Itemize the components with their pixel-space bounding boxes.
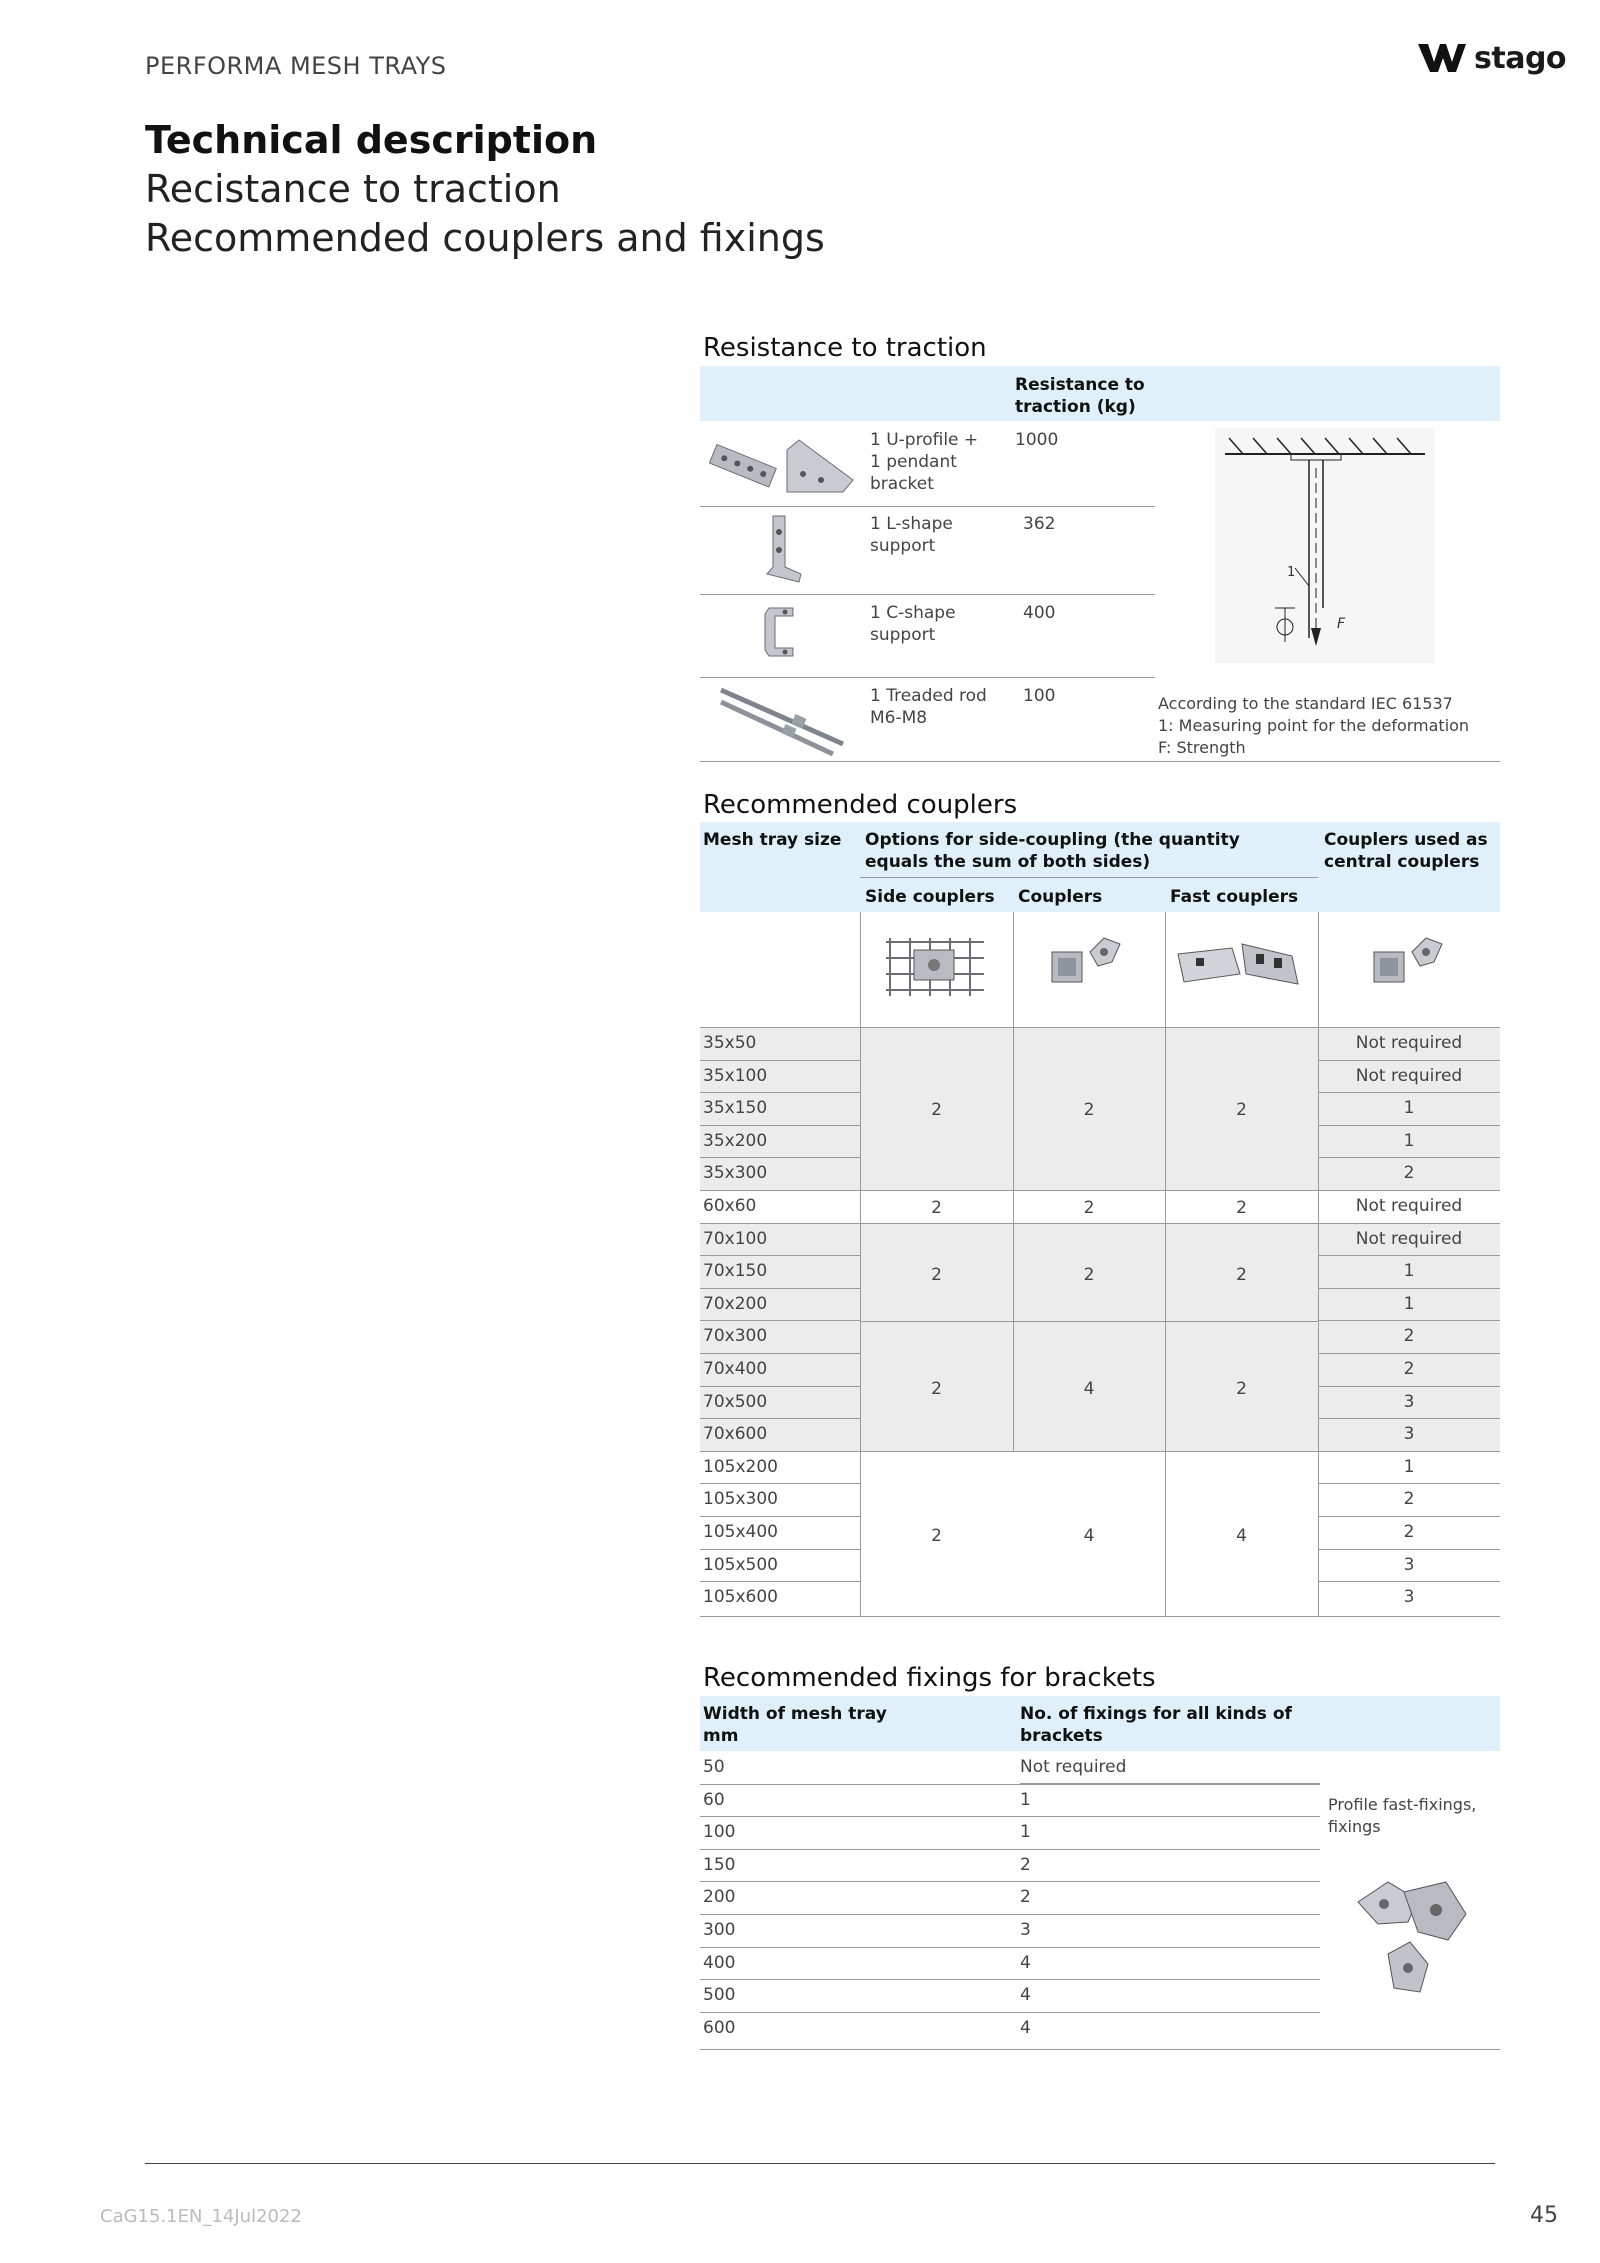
- central-couplers-cell: Not required: [1355, 1228, 1463, 1249]
- fixing-width-cell: 100: [703, 1822, 736, 1843]
- diagram-point-label: 1: [1287, 565, 1296, 580]
- table-bottom-rule: [700, 2049, 1500, 2050]
- row-divider: [1318, 1581, 1500, 1582]
- row-divider: [1020, 1783, 1320, 1784]
- profile-fast-fixing-image: [1348, 1862, 1478, 2012]
- size-cell: 105x200: [703, 1456, 778, 1477]
- threaded-rod-image: [715, 682, 850, 757]
- u-profile-bracket-image: [703, 430, 858, 500]
- row-divider: [1318, 1516, 1500, 1517]
- fast-couplers-value: 2: [1236, 1100, 1247, 1120]
- central-couplers-cell: 1: [1403, 1098, 1415, 1119]
- size-cell: 35x200: [703, 1130, 768, 1151]
- group-divider: [860, 1451, 1318, 1452]
- group-divider: [860, 1223, 1318, 1224]
- central-couplers-cell: 2: [1403, 1522, 1415, 1542]
- traction-note-line: 1: Measuring point for the deformation: [1158, 716, 1470, 735]
- central-couplers-cell: 2: [1403, 1326, 1415, 1347]
- row-divider: [1318, 1125, 1500, 1126]
- couplers-section-title: Recommended couplers: [703, 790, 1018, 820]
- size-cell: 60x60: [703, 1196, 757, 1216]
- stago-logo: [1416, 38, 1566, 78]
- central-couplers-cell: Not required: [1355, 1065, 1463, 1086]
- couplers-value: 4: [1083, 1379, 1095, 1399]
- row-divider: [700, 1060, 860, 1061]
- row-divider: [1318, 1288, 1500, 1289]
- page-title: Technical description: [145, 118, 598, 162]
- fast-couplers-value: 4: [1236, 1526, 1247, 1546]
- traction-row-label: 1 U-profile + 1 pendant bracket: [870, 430, 979, 494]
- row-divider: [1318, 1549, 1500, 1550]
- central-couplers-cell: 1: [1403, 1130, 1415, 1151]
- size-cell: 35x50: [703, 1033, 757, 1053]
- row-divider: [700, 1784, 1020, 1785]
- row-divider: [1020, 2012, 1320, 2013]
- fixing-width-cell: 50: [703, 1757, 725, 1777]
- row-divider: [700, 1125, 860, 1126]
- page-subtitle-1: Recistance to traction: [145, 167, 561, 211]
- central-couplers-cell: 3: [1403, 1554, 1415, 1575]
- row-divider: [700, 1816, 1020, 1817]
- size-cell: 70x400: [703, 1359, 768, 1379]
- header-divider: [860, 877, 1318, 878]
- col-header-side: Side couplers: [865, 887, 995, 907]
- row-divider: [1020, 1979, 1320, 1980]
- row-divider: [1020, 1914, 1320, 1915]
- page-number: 45: [1530, 2203, 1558, 2228]
- central-couplers-cell: 1: [1403, 1261, 1415, 1282]
- size-cell: 105x300: [703, 1489, 778, 1510]
- stago-logo-icon: [1416, 40, 1468, 76]
- row-divider: [1318, 1255, 1500, 1256]
- traction-row-value: 362: [1023, 514, 1056, 534]
- size-cell: 35x100: [703, 1065, 768, 1086]
- size-cell: 70x200: [703, 1293, 768, 1314]
- row-divider: [1318, 1320, 1500, 1321]
- row-divider: [1020, 1784, 1320, 1785]
- table-bottom-rule: [700, 1616, 1500, 1617]
- col-header-size: Mesh tray size: [703, 830, 842, 850]
- fast-couplers-value: 2: [1236, 1265, 1247, 1285]
- size-cell: 70x600: [703, 1424, 768, 1445]
- row-divider: [1020, 1816, 1320, 1817]
- row-divider: [700, 1451, 860, 1452]
- row-divider: [1318, 1483, 1500, 1484]
- traction-col-header: Resistance to traction (kg): [1015, 375, 1145, 417]
- row-divider: [700, 1157, 860, 1158]
- traction-note-line: According to the standard IEC 61537: [1158, 694, 1453, 713]
- row-divider: [700, 1418, 860, 1419]
- central-couplers-cell: Not required: [1355, 1033, 1463, 1053]
- row-divider: [700, 1386, 860, 1387]
- side-couplers-value: 2: [931, 1379, 942, 1399]
- col-header-width: Width of mesh tray mm: [703, 1704, 887, 1746]
- group-divider: [860, 1190, 1318, 1191]
- size-cell: 105x600: [703, 1587, 778, 1608]
- row-divider: [700, 1881, 1020, 1882]
- side-couplers-value: 2: [931, 1100, 942, 1120]
- traction-row-value: 400: [1023, 603, 1056, 623]
- row-divider: [700, 1288, 860, 1289]
- row-divider: [700, 1027, 860, 1028]
- row-divider: [700, 594, 1155, 595]
- side-couplers-value: 2: [931, 1265, 942, 1285]
- central-couplers-cell: 1: [1403, 1456, 1415, 1477]
- diagram-force-label: F: [1337, 616, 1346, 632]
- traction-section-title: Resistance to traction: [703, 333, 987, 363]
- fixing-width-cell: 150: [703, 1854, 736, 1875]
- brand-name: stago: [1474, 40, 1567, 76]
- fixing-count-cell: 1: [1020, 1789, 1031, 1810]
- size-cell: 70x100: [703, 1228, 768, 1249]
- group-divider: [860, 1027, 1318, 1028]
- row-divider: [1318, 1157, 1500, 1158]
- fixing-count-cell: 3: [1020, 1920, 1031, 1940]
- row-divider: [1020, 1947, 1320, 1948]
- central-couplers-cell: 1: [1403, 1293, 1415, 1314]
- row-divider: [700, 677, 1155, 678]
- column-line: [1013, 912, 1014, 1028]
- fixing-width-cell: 500: [703, 1985, 736, 2006]
- traction-row-value: 1000: [1015, 430, 1059, 450]
- fast-couplers-value: 2: [1236, 1379, 1247, 1399]
- row-divider: [700, 2012, 1020, 2013]
- row-divider: [700, 1190, 860, 1191]
- fixing-count-cell: 4: [1020, 2017, 1031, 2038]
- central-couplers-cell: 2: [1403, 1163, 1415, 1184]
- row-divider: [700, 1549, 860, 1550]
- l-shape-support-image: [755, 512, 805, 587]
- row-divider: [700, 1914, 1020, 1915]
- side-couplers-value: 2: [931, 1198, 942, 1218]
- col-header-count: No. of fixings for all kinds of brackets: [1020, 1704, 1292, 1746]
- row-divider: [700, 1255, 860, 1256]
- traction-row-label: 1 Treaded rod M6-M8: [870, 686, 987, 728]
- row-divider: [700, 1516, 860, 1517]
- couplers-value: 4: [1083, 1526, 1095, 1546]
- fixing-width-cell: 60: [703, 1789, 725, 1810]
- fixing-width-cell: 400: [703, 1952, 736, 1973]
- couplers-value: 2: [1083, 1265, 1095, 1285]
- group-fill: [860, 1223, 1318, 1451]
- row-divider: [1020, 1881, 1320, 1882]
- size-cell: 70x150: [703, 1261, 768, 1282]
- size-cell: 35x300: [703, 1163, 768, 1184]
- fast-couplers-value: 2: [1236, 1198, 1247, 1218]
- c-shape-support-image: [757, 600, 807, 665]
- size-cell: 70x300: [703, 1326, 768, 1347]
- fixing-width-cell: 600: [703, 2017, 736, 2038]
- section-label: PERFORMA MESH TRAYS: [145, 52, 447, 80]
- side-coupler-image: [880, 928, 990, 1004]
- table-bottom-rule: [700, 761, 1500, 762]
- row-divider: [700, 1979, 1020, 1980]
- row-divider: [1318, 1451, 1500, 1452]
- row-divider: [1318, 1060, 1500, 1061]
- size-cell: 105x400: [703, 1522, 778, 1542]
- coupler-image: [1038, 930, 1133, 1000]
- fixing-width-cell: 300: [703, 1920, 736, 1940]
- col-header-central: Couplers used as central couplers: [1324, 830, 1488, 872]
- row-divider: [1318, 1092, 1500, 1093]
- fixing-count-cell: 4: [1020, 1985, 1031, 2006]
- col-header-couplers: Couplers: [1018, 887, 1103, 907]
- fixing-count-cell: 2: [1020, 1887, 1031, 1908]
- row-divider: [1318, 1386, 1500, 1387]
- row-divider: [700, 1947, 1020, 1948]
- central-couplers-cell: 3: [1403, 1391, 1415, 1412]
- size-cell: 35x150: [703, 1098, 768, 1119]
- couplers-value: 2: [1083, 1198, 1095, 1218]
- fixing-count-cell: Not required: [1020, 1757, 1127, 1777]
- fixings-section-title: Recommended fixings for brackets: [703, 1663, 1156, 1693]
- row-divider: [1020, 1849, 1320, 1850]
- traction-note-line: F: Strength: [1158, 738, 1246, 757]
- central-couplers-cell: 3: [1403, 1587, 1415, 1608]
- central-couplers-cell: 3: [1403, 1424, 1415, 1445]
- row-divider: [1318, 1418, 1500, 1419]
- col-header-fast: Fast couplers: [1170, 887, 1299, 907]
- column-line: [1165, 912, 1166, 1028]
- side-couplers-value: 2: [931, 1526, 942, 1546]
- column-line: [1318, 912, 1319, 1616]
- traction-row-value: 100: [1023, 686, 1056, 706]
- row-divider: [700, 1320, 860, 1321]
- fast-coupler-image: [1172, 934, 1307, 996]
- traction-row-label: 1 C-shape support: [870, 603, 956, 645]
- row-divider: [700, 1223, 860, 1224]
- document-code: CaG15.1EN_14Jul2022: [100, 2206, 302, 2227]
- couplers-value: 2: [1083, 1100, 1095, 1120]
- fixing-count-cell: 4: [1020, 1952, 1031, 1973]
- col-header-options: Options for side-coupling (the quantity equals the sum of both sides): [865, 830, 1240, 872]
- central-coupler-image: [1360, 930, 1455, 1000]
- row-divider: [700, 506, 1155, 507]
- central-couplers-cell: 2: [1403, 1359, 1415, 1379]
- page-subtitle-2: Recommended couplers and fixings: [145, 216, 825, 260]
- size-cell: 70x500: [703, 1391, 768, 1412]
- central-couplers-cell: 2: [1403, 1489, 1415, 1510]
- row-divider: [1318, 1353, 1500, 1354]
- row-divider: [1318, 1223, 1500, 1224]
- fixing-count-cell: 2: [1020, 1854, 1031, 1875]
- row-divider: [1318, 1027, 1500, 1028]
- row-divider: [700, 1483, 860, 1484]
- fixing-count-cell: 1: [1020, 1822, 1031, 1843]
- size-cell: 105x500: [703, 1554, 778, 1575]
- row-divider: [700, 1849, 1020, 1850]
- fixings-side-label: Profile fast-fixings, fixings: [1328, 1795, 1477, 1836]
- row-divider: [1318, 1190, 1500, 1191]
- group-divider: [860, 1321, 1318, 1322]
- traction-row-label: 1 L-shape support: [870, 514, 953, 556]
- central-couplers-cell: Not required: [1355, 1196, 1463, 1216]
- fixing-width-cell: 200: [703, 1887, 736, 1908]
- traction-test-diagram: [1215, 428, 1435, 663]
- row-divider: [700, 1092, 860, 1093]
- row-divider: [700, 1353, 860, 1354]
- row-divider: [700, 1581, 860, 1582]
- footer-rule: [145, 2163, 1495, 2164]
